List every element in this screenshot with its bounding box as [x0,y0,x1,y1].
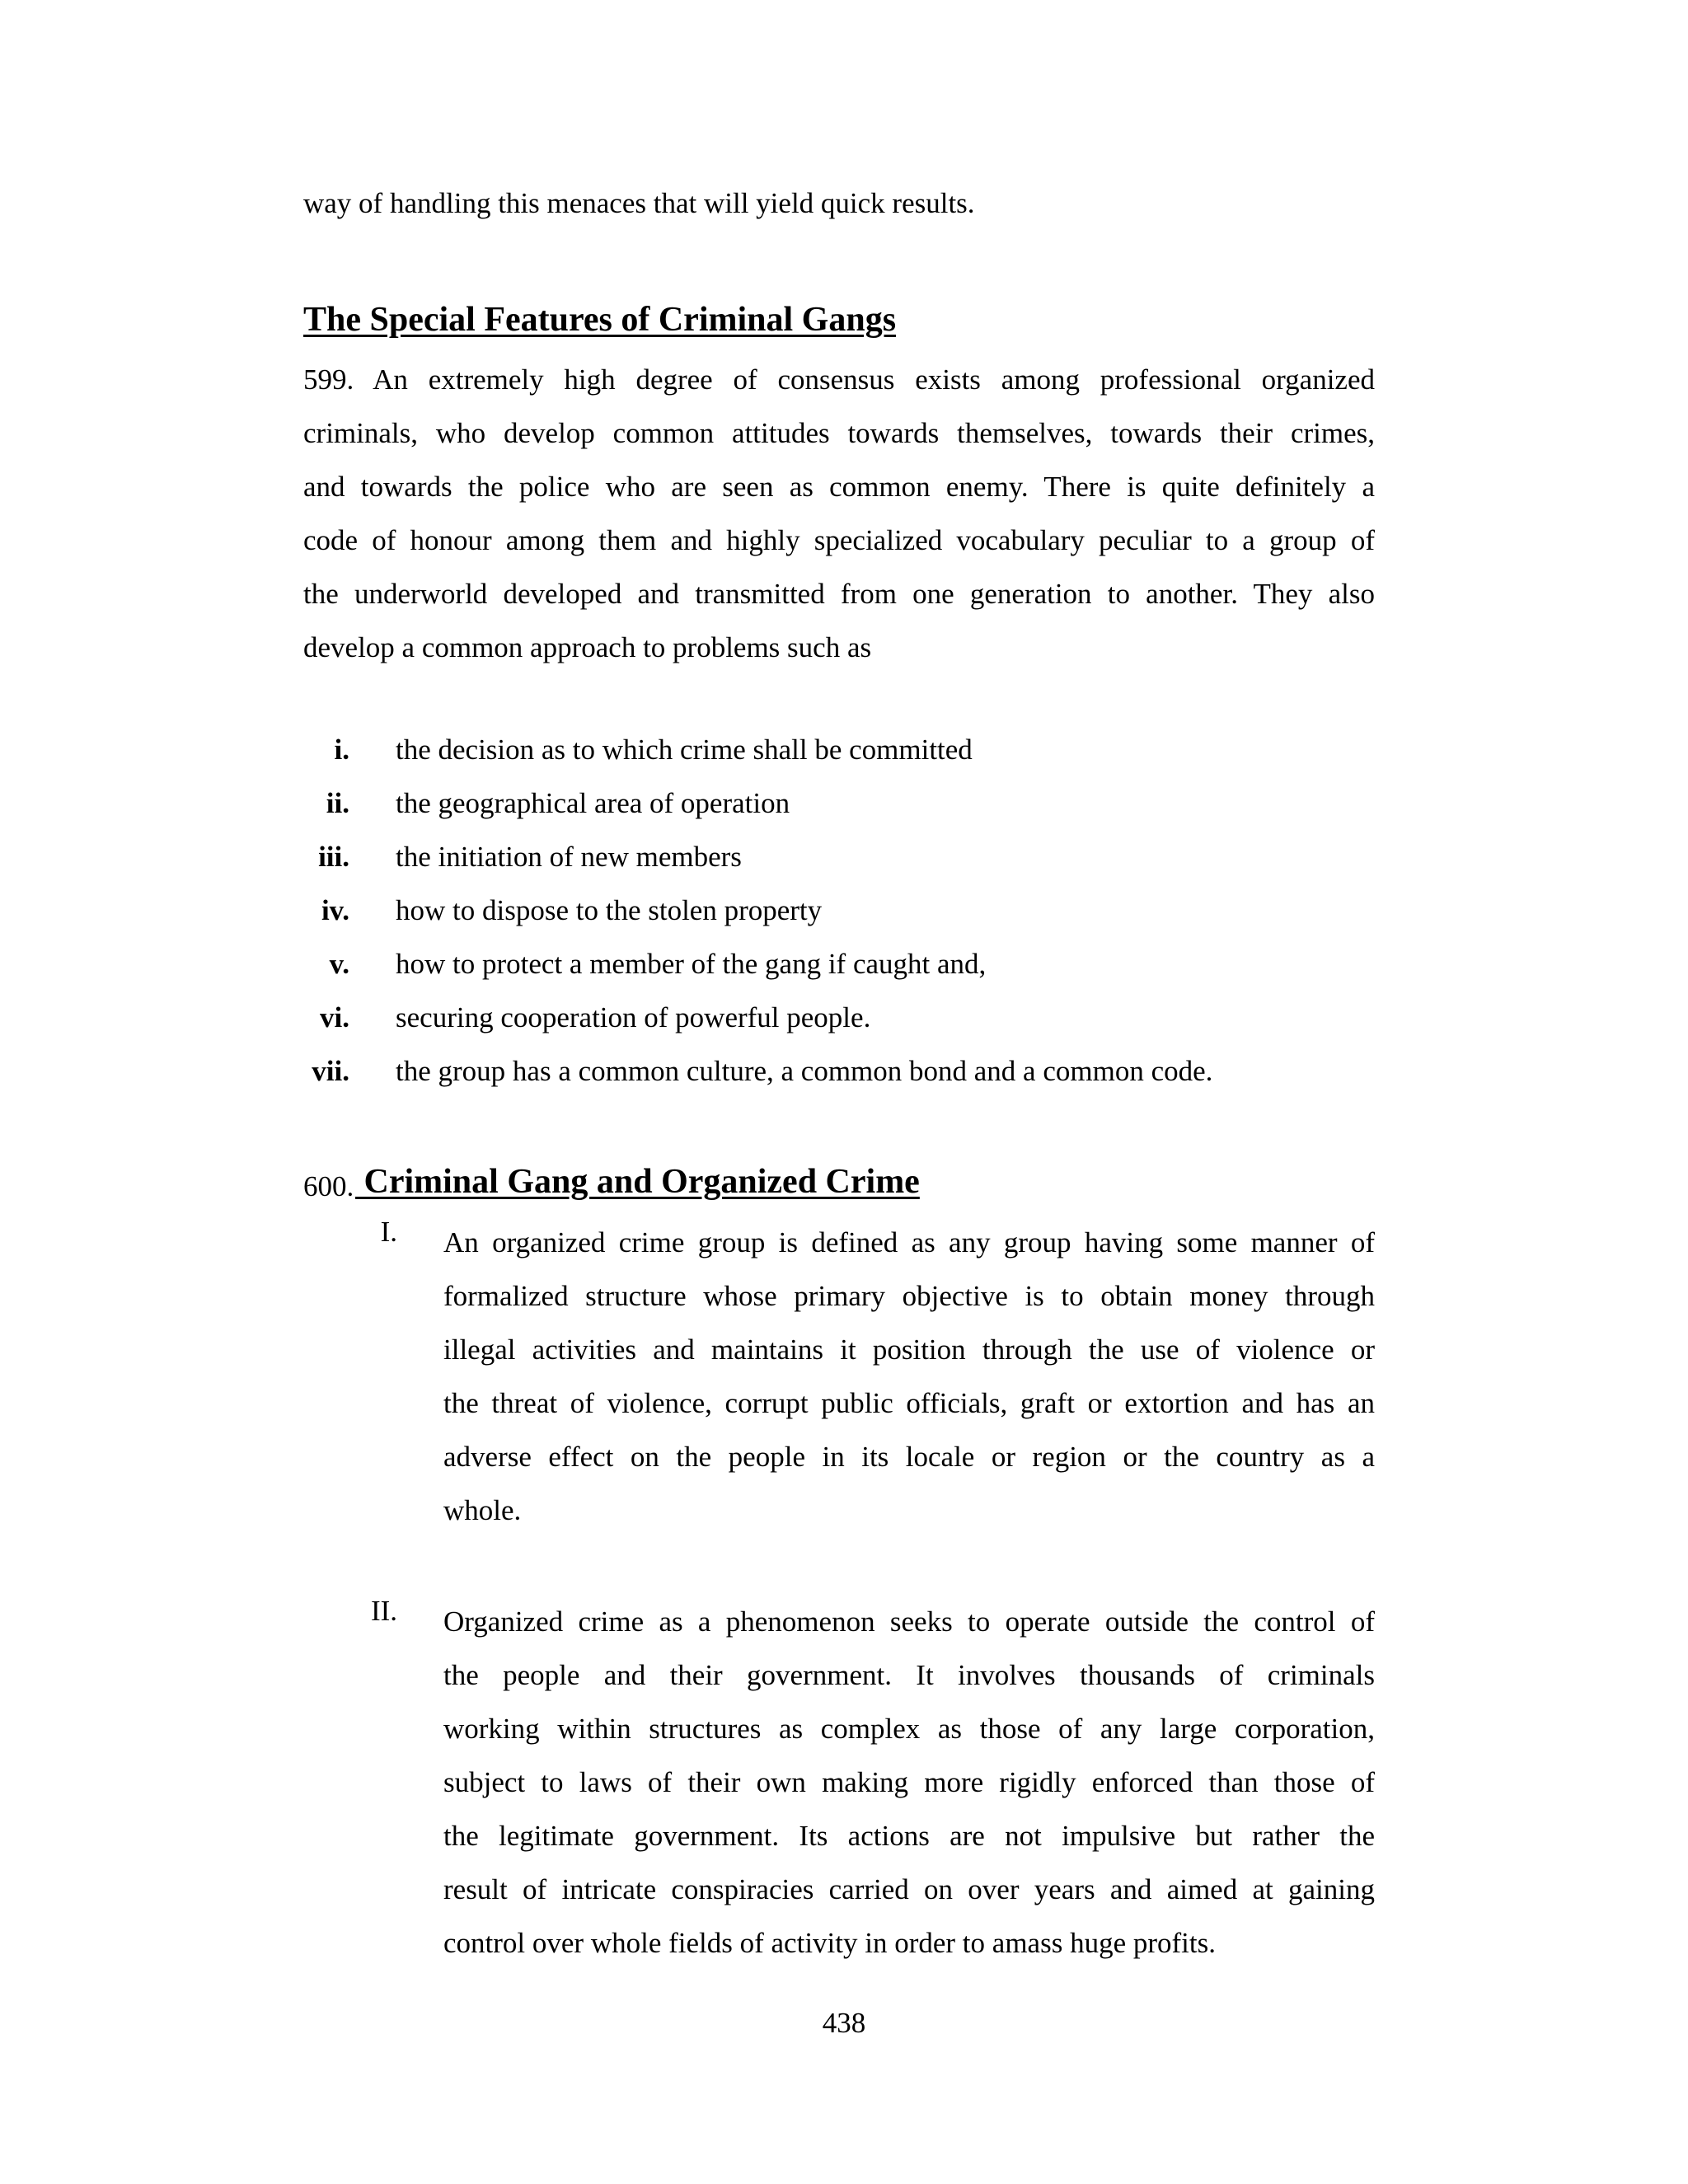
paragraph-line: Organized crime as a phenomenon seeks to operate outside the control of [443,1605,1375,1638]
item-paragraph-II [443,1595,1375,1970]
paragraph-line: the threat of violence, corrupt public officials, graft or extortion and has an [443,1387,1375,1419]
list-item-text: how to protect a member of the gang if caught and, [396,948,987,980]
list-number: iv. [321,894,349,926]
list-item-text: how to dispose to the stolen property [396,894,823,926]
list-number: iii. [318,841,349,873]
paragraph-line: subject to laws of their own making more rigidly enforced than those of [443,1766,1375,1798]
list-item-text: the group has a common culture, a common bond and a common code. [396,1055,1213,1087]
section-number-600: 600. [303,1170,354,1202]
paragraph-line: the legitimate government. Its actions are not impulsive but rather the [443,1820,1375,1852]
paragraph-line: and towards the police who are seen as common enemy. There is quite definitely a [303,471,1375,503]
list-item-text: the geographical area of operation [396,787,790,819]
paragraph-line: illegal activities and maintains it position through the use of violence or [443,1333,1375,1366]
paragraph-line: 599. An extremely high degree of consensus exists among professional organized [303,363,1375,396]
paragraph-599 [303,353,1375,674]
list-number: ii. [326,787,349,819]
paragraph-line: code of honour among them and highly specialized vocabulary peculiar to a group of [303,524,1375,556]
paragraph-line: working within structures as complex as those of any large corporation, [443,1713,1375,1745]
section-heading-criminal-gang: Criminal Gang and Organized Crime [355,1163,920,1201]
paragraph-line: control over whole fields of activity in order to amass huge profits. [443,1927,1216,1959]
paragraph-line: whole. [443,1494,522,1526]
page-number: 438 [822,2007,866,2039]
list-item-text: the decision as to which crime shall be committed [396,733,973,766]
item-paragraph-I [443,1216,1375,1537]
list-number: vii. [312,1055,349,1087]
list-number: v. [329,948,349,980]
paragraph-line: criminals, who develop common attitudes towards themselves, towards their crimes, [303,417,1375,449]
list-number: vi. [320,1001,349,1033]
intro-line: way of handling this menaces that will yield quick results. [303,187,975,219]
list-item-text: the initiation of new members [396,841,742,873]
paragraph-line: the people and their government. It involves thousands of criminals [443,1659,1375,1691]
list-item-text: securing cooperation of powerful people. [396,1001,871,1033]
paragraph-line: adverse effect on the people in its locale or region or the country as a [443,1441,1375,1473]
item-number: II. [370,1595,397,1627]
section-heading-special-features: The Special Features of Criminal Gangs [303,301,897,339]
paragraph-line: the underworld developed and transmitted from one generation to another. They also [303,578,1375,610]
list-number: i. [334,733,349,766]
item-number: I. [380,1216,397,1248]
paragraph-line: formalized structure whose primary objective is to obtain money through [443,1280,1375,1312]
paragraph-line: develop a common approach to problems such as [303,631,872,663]
paragraph-line: An organized crime group is defined as any group having some manner of [443,1226,1375,1258]
paragraph-line: result of intricate conspiracies carried on over years and aimed at gaining [443,1873,1375,1905]
